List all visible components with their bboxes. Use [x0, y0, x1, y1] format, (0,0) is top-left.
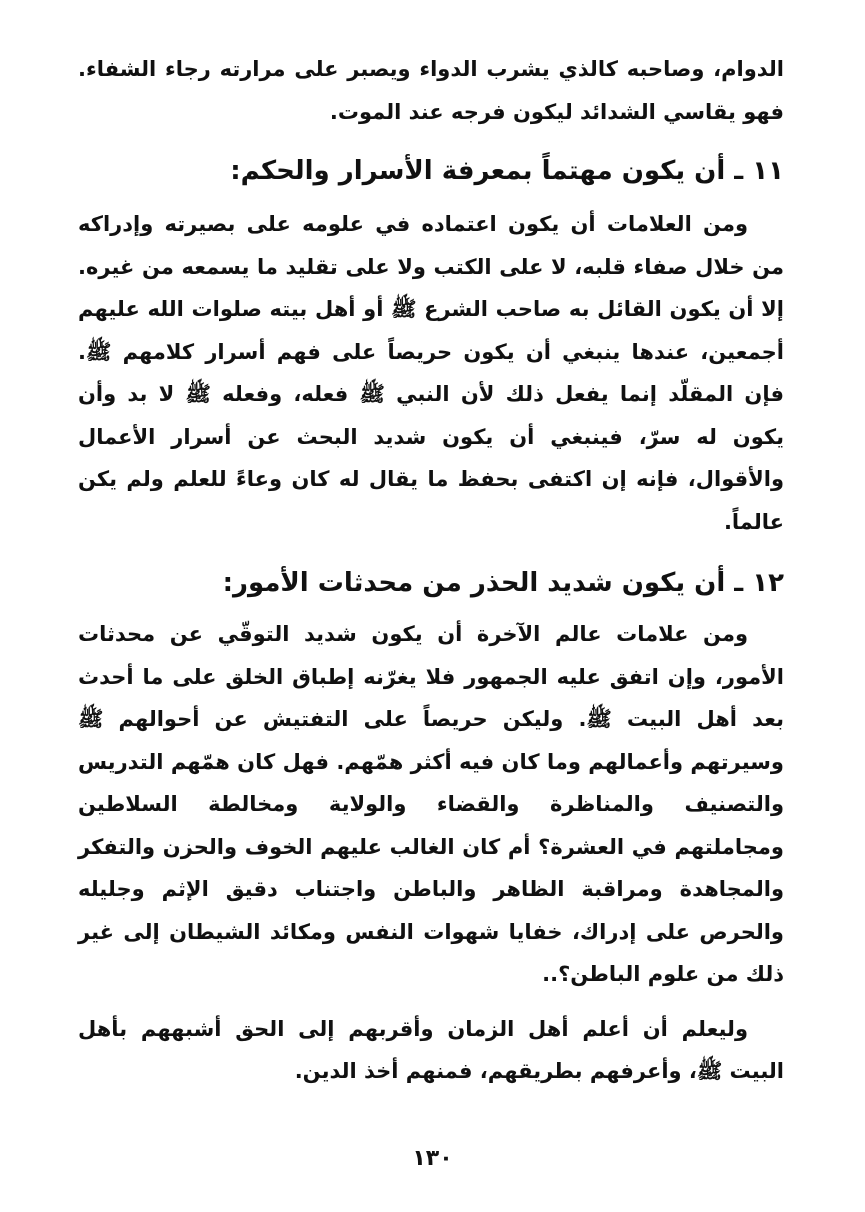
section-12-paragraph-1: ومن علامات عالم الآخرة أن يكون شديد التوقّي عن محدثات الأمور، وإن اتفق عليه الجمهور فلا يغرّنه إطباق الخلق على ما أحدث بعد أهل البيت ﷺ. وليكن حريصاً على التفتيش عن أحوالهم ﷺ وسيرتهم وأعمالهم وما كان فيه أكثر همّهم. فهل كان همّهم التدريس والتصنيف والمناظرة والقضاء والولاية ومخالطة السلاطين ومجاملتهم في العشرة؟ أم كان الغالب عليهم الخوف والحزن والتفكر والمجاهدة ومراقبة الظاهر والباطن واجتناب دقيق الإثم وجليله والحرص على إدراك، خفايا شهوات النفس ومكائد الشيطان إلى غير ذلك من علوم الباطن؟.. [78, 622, 784, 986]
page-number: ١٣٠ [412, 1146, 453, 1171]
section-12-paragraph-2: وليعلم أن أعلم أهل الزمان وأقربهم إلى الحق أشبههم بأهل البيت ﷺ، وأعرفهم بطريقهم، فمنهم أخذ الدين. [78, 1016, 784, 1083]
section-11-paragraph: ومن العلامات أن يكون اعتماده في علومه على بصيرته وإدراكه من خلال صفاء قلبه، لا على الكتب ولا على تقليد ما يسمعه من غيره. إلا أن يكون القائل به صاحب الشرع ﷺ أو أهل بيته صلوات الله عليهم أجمعين، عندها ينبغي أن يكون حريصاً على فهم أسرار كلامهم ﷺ. فإن المقلّد إنما يفعل ذلك لأن النبي ﷺ فعله، وفعله ﷺ لا بد وأن يكون له سرّ، فينبغي أن يكون شديد البحث عن أسرار الأعمال والأقوال، فإنه إن اكتفى بحفظ ما يقال له كان وعاءً للعلم ولم يكن عالماً. [78, 212, 784, 534]
page-body [78, 48, 784, 1093]
intro-paragraph: الدوام، وصاحبه كالذي يشرب الدواء ويصبر على مرارته رجاء الشفاء. فهو يقاسي الشدائد ليكون فرجه عند الموت. [78, 57, 784, 124]
section-12-heading: ١٢ ـ أن يكون شديد الحذر من محدثات الأمور: [222, 568, 784, 598]
section-11-heading: ١١ ـ أن يكون مهتماً بمعرفة الأسرار والحكم: [230, 156, 784, 186]
